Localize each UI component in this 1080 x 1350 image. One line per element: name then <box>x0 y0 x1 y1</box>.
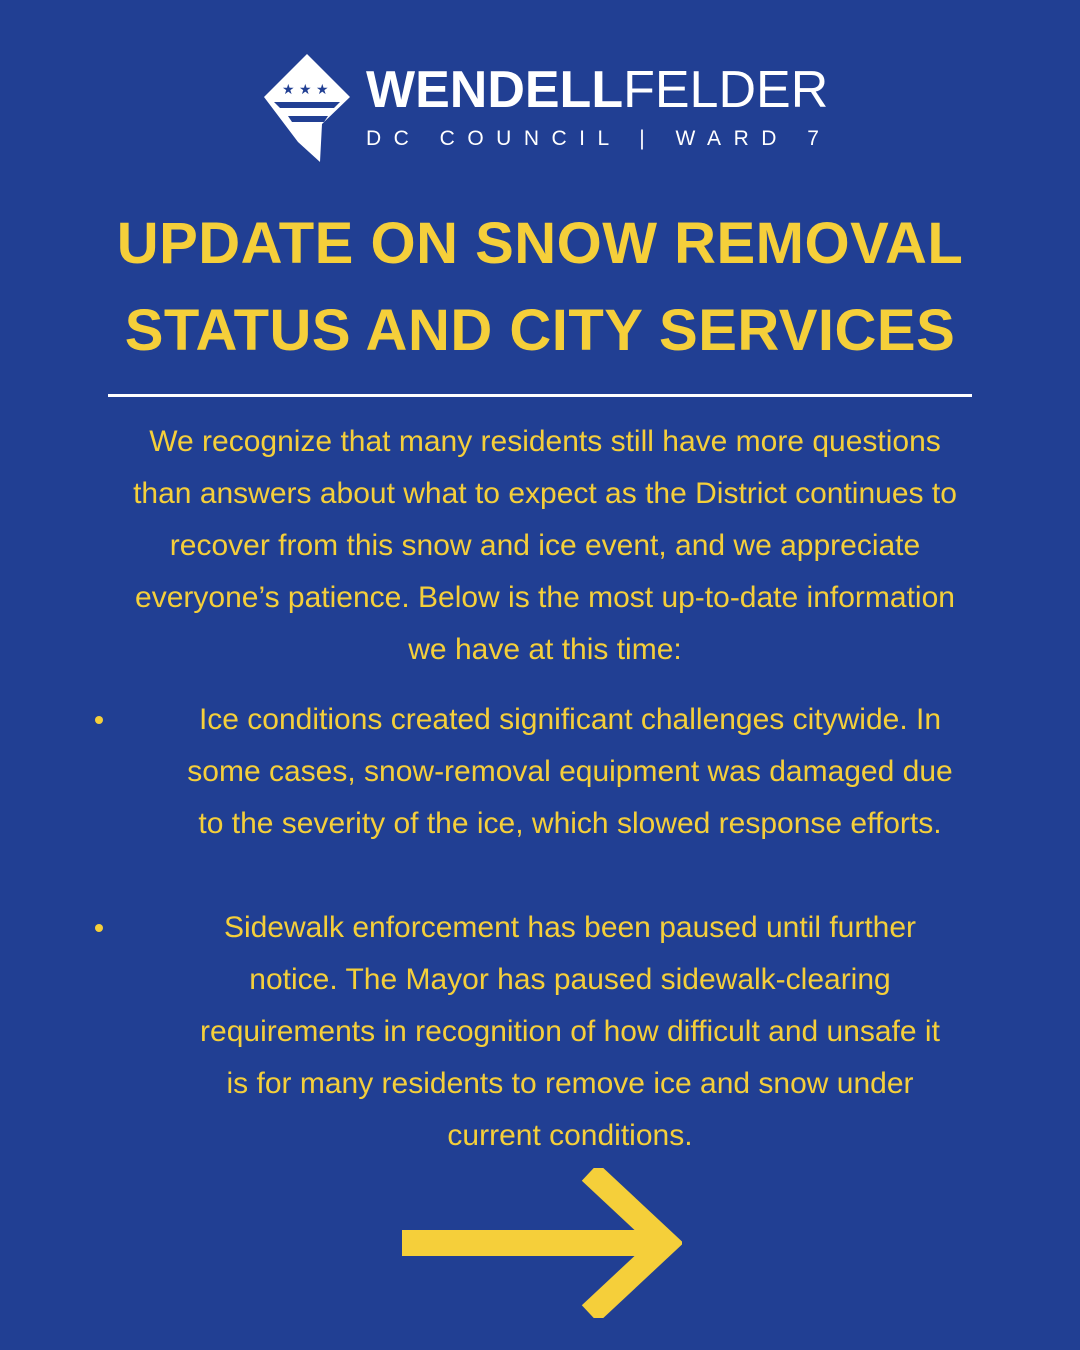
list-item-line: to the severity of the ice, which slowed response efforts. <box>198 807 942 840</box>
intro-line: everyone’s patience. Below is the most up-to-date information <box>135 581 955 614</box>
intro-line: than answers about what to expect as the District continues to <box>133 477 957 510</box>
page-title <box>40 200 1040 374</box>
list-item <box>125 694 1015 850</box>
page-title-line-2: STATUS AND CITY SERVICES <box>124 298 956 363</box>
list-item-line: some cases, snow-removal equipment was damaged due <box>187 755 953 788</box>
brand-name-first: WENDELL <box>366 61 624 119</box>
title-divider <box>108 394 972 397</box>
brand-logo <box>262 52 832 164</box>
intro-line: we have at this time: <box>408 633 682 666</box>
bullet-dot-icon <box>95 716 103 724</box>
list-item-line: current conditions. <box>447 1119 693 1152</box>
bullet-marker <box>95 716 107 728</box>
list-item-line: requirements in recognition of how difficult and unsafe it <box>200 1015 940 1048</box>
arrow-right-icon[interactable] <box>400 1168 682 1318</box>
intro-paragraph <box>40 416 1050 676</box>
brand-subtitle: DC COUNCIL | WARD 7 <box>366 127 832 150</box>
brand-name <box>366 60 828 120</box>
list-item-line: Sidewalk enforcement has been paused until further <box>223 911 917 944</box>
brand-name-last: FELDER <box>623 61 829 119</box>
svg-text:★: ★ <box>316 82 329 98</box>
svg-text:★: ★ <box>282 82 295 98</box>
list-item <box>125 902 1015 1162</box>
bullet-marker <box>95 924 107 936</box>
page-title-line-1: UPDATE ON SNOW REMOVAL <box>116 211 964 276</box>
intro-line: recover from this snow and ice event, and we appreciate <box>169 529 921 562</box>
list-item-line: is for many residents to remove ice and snow under <box>226 1067 914 1100</box>
bullet-dot-icon <box>95 924 103 932</box>
list-item-line: notice. The Mayor has paused sidewalk-clearing <box>249 963 891 996</box>
dc-flag-map-icon <box>262 52 352 164</box>
intro-line: We recognize that many residents still have more questions <box>149 425 941 458</box>
svg-text:★: ★ <box>299 82 312 98</box>
list-item-line: Ice conditions created significant challenges citywide. In <box>198 703 942 736</box>
